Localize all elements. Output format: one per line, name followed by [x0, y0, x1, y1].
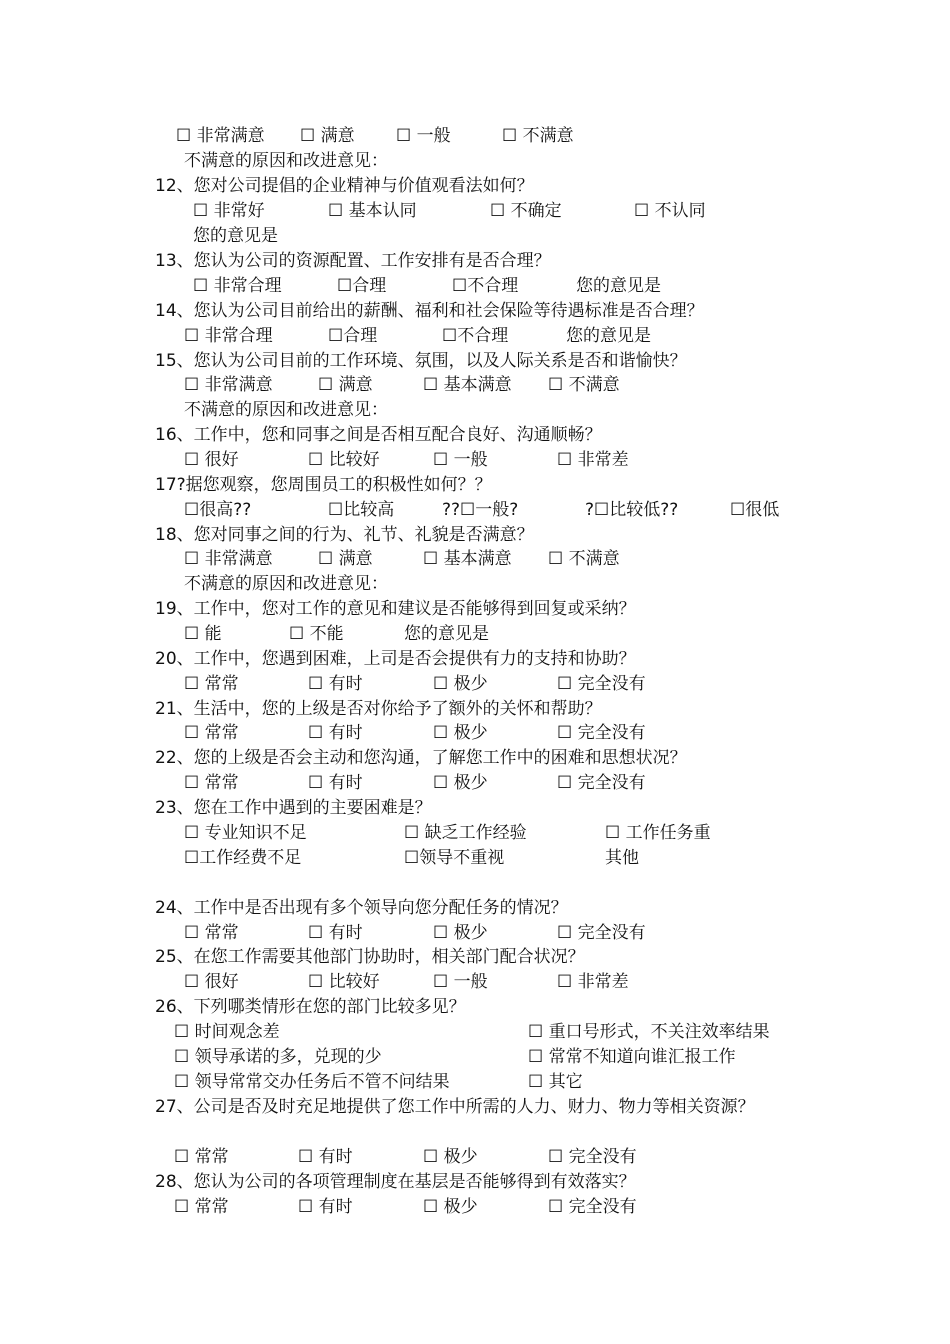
option-checkbox[interactable]: ☐ 常常 — [184, 773, 239, 793]
option-checkbox[interactable]: ☐ 完全没有 — [557, 674, 646, 694]
option-checkbox[interactable]: ☐ 不满意 — [548, 549, 620, 569]
option-checkbox[interactable]: ☐ 非常满意 — [184, 375, 273, 395]
comment-prompt: 不满意的原因和改进意见： — [184, 151, 388, 171]
question-28: 28、您认为公司的各项管理制度在基层是否能够得到有效落实？ — [155, 1172, 636, 1192]
option-checkbox[interactable]: ☐ 时间观念差 — [174, 1022, 280, 1042]
question-15: 15、您认为公司目前的工作环境、氛围，以及人际关系是否和谐愉快？ — [155, 351, 687, 371]
option-checkbox[interactable]: ☐ 有时 — [308, 923, 363, 943]
option-checkbox[interactable]: ☐ 领导常常交办任务后不管不问结果 — [174, 1072, 450, 1092]
option-checkbox[interactable]: ☐ 其它 — [528, 1072, 583, 1092]
option-checkbox[interactable]: ☐ 工作任务重 — [605, 823, 711, 843]
option-checkbox[interactable]: ☐ 极少 — [433, 723, 488, 743]
option-checkbox[interactable]: ☐ 常常 — [174, 1197, 229, 1217]
option-checkbox[interactable]: ☐ 重口号形式，不关注效率结果 — [528, 1022, 770, 1042]
question-12: 12、您对公司提倡的企业精神与价值观看法如何？ — [155, 176, 534, 196]
option-checkbox[interactable]: ☐ 基本满意 — [423, 549, 512, 569]
option-checkbox[interactable]: ☐ 不认同 — [634, 201, 706, 221]
comment-prompt: 您的意见是 — [576, 276, 661, 296]
option-checkbox[interactable]: ☐ 基本满意 — [423, 375, 512, 395]
option-checkbox[interactable]: ☐ 有时 — [298, 1147, 353, 1167]
option-checkbox[interactable]: ☐ 满意 — [318, 549, 373, 569]
comment-prompt: 其他 — [605, 848, 639, 868]
question-18: 18、您对同事之间的行为、礼节、礼貌是否满意？ — [155, 525, 534, 545]
option-checkbox[interactable]: ☐ 一般 — [433, 450, 488, 470]
option-checkbox[interactable]: ☐ 极少 — [433, 773, 488, 793]
option-checkbox[interactable]: ??☐一般? — [442, 500, 519, 520]
question-21: 21、生活中，您的上级是否对你给予了额外的关怀和帮助？ — [155, 699, 602, 719]
option-checkbox[interactable]: ☐ 完全没有 — [557, 923, 646, 943]
option-checkbox[interactable]: ☐ 基本认同 — [328, 201, 417, 221]
option-checkbox[interactable]: ☐ 非常差 — [557, 972, 629, 992]
option-checkbox[interactable]: ☐ 极少 — [423, 1197, 478, 1217]
option-checkbox[interactable]: ☐ 有时 — [308, 674, 363, 694]
option-checkbox[interactable]: ☐ 极少 — [433, 923, 488, 943]
option-checkbox[interactable]: ☐ 常常 — [184, 923, 239, 943]
option-checkbox[interactable]: ☐ 非常满意 — [176, 126, 265, 146]
option-checkbox[interactable]: ☐ 完全没有 — [557, 773, 646, 793]
question-22: 22、您的上级是否会主动和您沟通，了解您工作中的困难和思想状况？ — [155, 748, 687, 768]
comment-prompt: 您的意见是 — [193, 226, 278, 246]
option-checkbox[interactable]: ☐ 常常 — [174, 1147, 229, 1167]
option-checkbox[interactable]: ☐ 一般 — [433, 972, 488, 992]
option-checkbox[interactable]: ☐ 极少 — [433, 674, 488, 694]
option-checkbox[interactable]: ☐ 有时 — [308, 723, 363, 743]
option-checkbox[interactable]: ☐ 常常 — [184, 723, 239, 743]
question-20: 20、工作中，您遇到困难，上司是否会提供有力的支持和协助？ — [155, 649, 636, 669]
option-checkbox[interactable]: ☐ 非常合理 — [184, 326, 273, 346]
option-checkbox[interactable]: ☐合理 — [337, 276, 387, 296]
comment-prompt: 您的意见是 — [404, 624, 489, 644]
option-checkbox[interactable]: ☐ 非常满意 — [184, 549, 273, 569]
option-checkbox[interactable]: ☐ 缺乏工作经验 — [404, 823, 527, 843]
option-checkbox[interactable]: ☐ 非常合理 — [193, 276, 282, 296]
option-checkbox[interactable]: ☐ 完全没有 — [548, 1197, 637, 1217]
question-23: 23、您在工作中遇到的主要困难是？ — [155, 798, 432, 818]
option-checkbox[interactable]: ☐不合理 — [442, 326, 509, 346]
option-checkbox[interactable]: ☐工作经费不足 — [184, 848, 302, 868]
option-checkbox[interactable]: ☐ 常常 — [184, 674, 239, 694]
option-checkbox[interactable]: ☐ 有时 — [298, 1197, 353, 1217]
option-checkbox[interactable]: ☐比较高 — [328, 500, 395, 520]
option-checkbox[interactable]: ☐ 专业知识不足 — [184, 823, 307, 843]
option-checkbox[interactable]: ☐ 非常好 — [193, 201, 265, 221]
option-checkbox[interactable]: ☐ 满意 — [300, 126, 355, 146]
question-17: 17?据您观察，您周围员工的积极性如何？？ — [155, 475, 492, 495]
comment-prompt: 不满意的原因和改进意见： — [184, 400, 388, 420]
option-checkbox[interactable]: ☐ 比较好 — [308, 972, 380, 992]
option-checkbox[interactable]: ☐ 完全没有 — [548, 1147, 637, 1167]
option-checkbox[interactable]: ☐ 不满意 — [502, 126, 574, 146]
option-checkbox[interactable]: ☐ 不能 — [289, 624, 344, 644]
option-checkbox[interactable]: ☐ 不确定 — [490, 201, 562, 221]
option-checkbox[interactable]: ☐ 一般 — [396, 126, 451, 146]
question-14: 14、您认为公司目前给出的薪酬、福利和社会保险等待遇标准是否合理？ — [155, 301, 704, 321]
question-16: 16、工作中，您和同事之间是否相互配合良好、沟通顺畅？ — [155, 425, 602, 445]
option-checkbox[interactable]: ☐ 满意 — [318, 375, 373, 395]
option-checkbox[interactable]: ☐ 极少 — [423, 1147, 478, 1167]
option-checkbox[interactable]: ☐合理 — [328, 326, 378, 346]
option-checkbox[interactable]: ☐ 领导承诺的多，兑现的少 — [174, 1047, 382, 1067]
comment-prompt: 不满意的原因和改进意见： — [184, 574, 388, 594]
option-checkbox[interactable]: ☐很低 — [730, 500, 780, 520]
option-checkbox[interactable]: ?☐比较低?? — [585, 500, 679, 520]
option-checkbox[interactable]: ☐ 完全没有 — [557, 723, 646, 743]
option-checkbox[interactable]: ☐ 比较好 — [308, 450, 380, 470]
option-checkbox[interactable]: ☐ 不满意 — [548, 375, 620, 395]
comment-prompt: 您的意见是 — [566, 326, 651, 346]
option-checkbox[interactable]: ☐ 有时 — [308, 773, 363, 793]
option-checkbox[interactable]: ☐ 非常差 — [557, 450, 629, 470]
option-checkbox[interactable]: ☐很高?? — [184, 500, 252, 520]
question-24: 24、工作中是否出现有多个领导向您分配任务的情况？ — [155, 898, 568, 918]
option-checkbox[interactable]: ☐ 能 — [184, 624, 222, 644]
option-checkbox[interactable]: ☐ 很好 — [184, 450, 239, 470]
option-checkbox[interactable]: ☐ 常常不知道向谁汇报工作 — [528, 1047, 736, 1067]
question-13: 13、您认为公司的资源配置、工作安排有是否合理？ — [155, 251, 551, 271]
question-19: 19、工作中，您对工作的意见和建议是否能够得到回复或采纳？ — [155, 599, 636, 619]
option-checkbox[interactable]: ☐ 很好 — [184, 972, 239, 992]
question-25: 25、在您工作需要其他部门协助时，相关部门配合状况？ — [155, 947, 585, 967]
question-26: 26、下列哪类情形在您的部门比较多见？ — [155, 997, 466, 1017]
question-27: 27、公司是否及时充足地提供了您工作中所需的人力、财力、物力等相关资源？ — [155, 1097, 755, 1117]
option-checkbox[interactable]: ☐不合理 — [452, 276, 519, 296]
option-checkbox[interactable]: ☐领导不重视 — [404, 848, 505, 868]
